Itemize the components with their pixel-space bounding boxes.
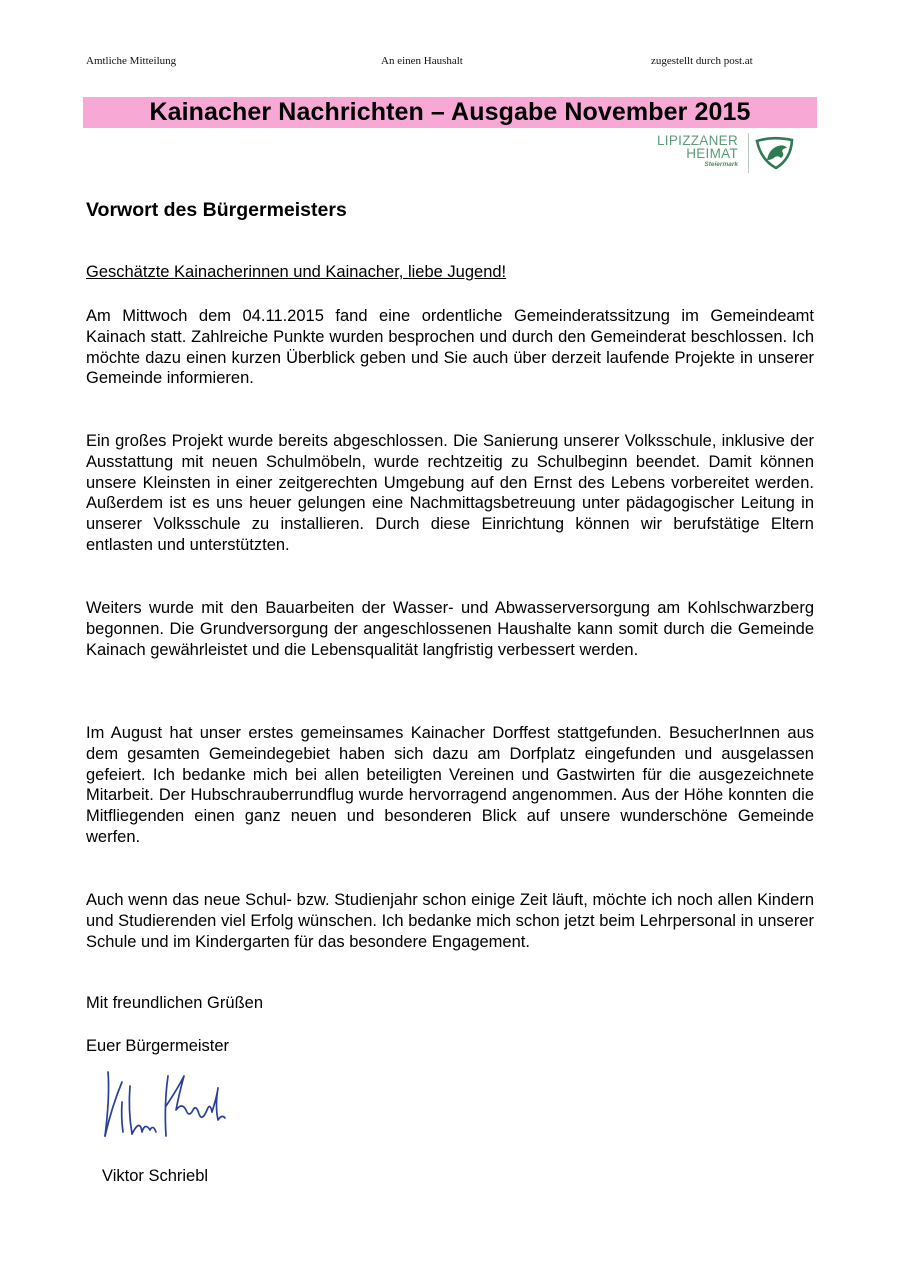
- greeting: Geschätzte Kainacherinnen und Kainacher, liebe Jugend!: [86, 263, 507, 281]
- lipizzaner-heimat-logo: [640, 131, 800, 175]
- logo-line-steiermark: Steiermark: [704, 161, 738, 168]
- paragraph-3: Weiters wurde mit den Bauarbeiten der Wasser- und Abwasserversorgung am Kohlschwarzberg begonnen. Die Grundversorgung der angeschlossenen Haushalte kann somit durch die Gemeinde Kainach gewährleistet und die Lebensqualität langfristig verbessert werden.: [86, 599, 814, 659]
- top-header-left: Amtliche Mitteilung: [86, 55, 177, 67]
- logo-line-lipizzaner: LIPIZZANER: [656, 133, 738, 148]
- mayor-name: Viktor Schriebl: [102, 1167, 209, 1185]
- paragraph-2: Ein großes Projekt wurde bereits abgeschlossen. Die Sanierung unserer Volksschule, inklusive der Ausstattung mit neuen Schulmöbeln, wurde rechtzeitig zu Schulbeginn beendet. Damit können unsere Kleinsten in einer zeitgerechten Umgebung auf den Ernst des Lebens vorbereitet werden. Außerdem ist es uns heuer gelungen eine Nachmittagsbetreuung unter pädagogischer Leitung in unserer Volksschule zu installieren. Durch diese Einrichtung können wir berufstätige Eltern entlasten und unterstützten.: [86, 432, 814, 554]
- logo-divider: [748, 133, 749, 173]
- top-header-center: An einen Haushalt: [381, 55, 463, 67]
- logo-wordmark: [640, 134, 738, 169]
- paragraph-5: Auch wenn das neue Schul- bzw. Studienjahr schon einige Zeit läuft, möchte ich noch allen Kindern und Studierenden viel Erfolg wünschen. Ich bedanke mich schon jetzt beim Lehrpersonal in unserer Schule und im Kindergarten für das besondere Engagement.: [86, 891, 814, 951]
- signoff-line: Euer Bürgermeister: [86, 1037, 230, 1055]
- top-header-right: zugestellt durch post.at: [651, 55, 753, 67]
- closing-line: Mit freundlichen Grüßen: [86, 994, 263, 1012]
- handwritten-signature: [96, 1066, 231, 1146]
- masthead-banner: [83, 97, 817, 128]
- logo-line-heimat: HEIMAT: [686, 146, 738, 161]
- paragraph-4: Im August hat unser erstes gemeinsames Kainacher Dorffest stattgefunden. BesucherInnen aus dem gesamten Gemeindegebiet haben sich dazu am Dorfplatz eingefunden und ausgelassen gefeiert. Ich bedanke mich bei allen beteiligten Vereinen und Gastwirten für die ausgezeichnete Mitarbeit. Der Hubschrauberrundflug wurde hervorragend angenommen. Aus der Höhe konnten die Mitfliegenden einen ganz neuen und besonderen Blick auf unsere wunderschöne Gemeinde werfen.: [86, 724, 814, 846]
- horse-emblem-icon: [754, 133, 796, 171]
- paragraph-1: Am Mittwoch dem 04.11.2015 fand eine ordentliche Gemeinderatssitzung im Gemeindeamt Kainach statt. Zahlreiche Punkte wurden besprochen und durch den Gemeinderat beschlossen. Ich möchte dazu einen kurzen Überblick geben und Sie auch über derzeit laufende Projekte in unserer Gemeinde informieren.: [86, 307, 814, 388]
- masthead-title: Kainacher Nachrichten – Ausgabe November 2015: [149, 98, 751, 126]
- article-title: Vorwort des Bürgermeisters: [86, 199, 347, 221]
